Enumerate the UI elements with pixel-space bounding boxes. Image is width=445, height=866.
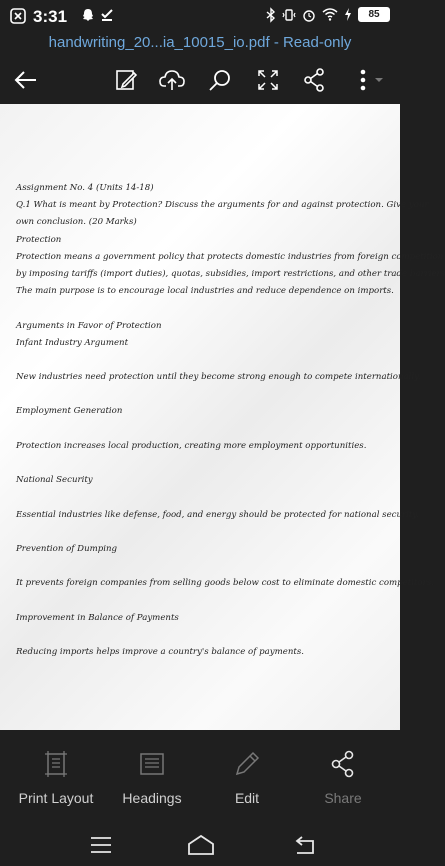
edit-label: Edit [234,790,260,806]
document-line: Prevention of Dumping [16,543,118,554]
document-line: New industries need protection until they become strong enough to compete internationally. [16,372,421,383]
headings-label: Headings [122,790,182,806]
blank-line [16,352,404,369]
document-line: Essential industries like defense, food, and energy should be protected for national security. [16,509,419,520]
home-nav-icon[interactable] [186,834,216,856]
bluetooth-icon [266,8,276,22]
cloud-upload-button[interactable] [156,64,188,96]
battery-indicator: 85 [358,7,390,22]
status-right-icons [266,7,390,22]
alarm-icon [302,8,316,22]
document-line: by imposing tariffs (import duties), quotas, subsidies, import restrictions, and other trade barriers [16,268,445,279]
status-notifications [82,8,114,22]
share-icon [330,750,356,778]
blank-line [16,489,404,506]
blank-line [16,386,404,403]
blank-line [16,558,404,575]
share-toolbar-button[interactable] [298,64,330,96]
document-page[interactable] [0,104,445,730]
headings-icon [139,752,165,776]
document-line: Protection increases local production, creating more employment opportunities. [16,440,367,451]
headings-button[interactable] [102,748,202,806]
search-button[interactable] [204,64,236,96]
document-line: It prevents foreign companies from selling goods below cost to eliminate domestic competitors. [16,578,434,589]
system-nav-bar [0,826,400,866]
edit-pdf-button[interactable] [110,64,142,96]
snapchat-icon [82,8,94,22]
more-button[interactable] [352,64,388,96]
document-line: Reducing imports helps improve a country's balance of payments. [16,647,304,658]
document-line: National Security [16,475,93,486]
back-nav-icon[interactable] [292,834,318,856]
document-line: Assignment No. 4 (Units 14-18) [16,183,154,193]
edit-button[interactable] [197,748,297,806]
print-layout-icon [43,750,69,778]
menu-nav-icon[interactable] [88,834,114,856]
cloud-upload-icon [159,69,185,91]
document-line: Employment Generation [16,406,123,417]
bottom-action-bar [0,730,400,826]
pen-edit-icon [114,68,138,92]
print-layout-button[interactable] [6,748,106,806]
charging-icon [344,8,352,21]
document-line: Improvement in Balance of Payments [16,612,179,623]
blank-line [16,524,404,541]
share-icon [303,68,325,92]
status-time: 3:31 [33,7,68,26]
share-button[interactable] [293,748,393,806]
document-line: Q.1 What is meant by Protection? Discuss the arguments for and against protection. Give your [16,200,429,211]
blank-line [16,300,404,317]
more-icon [355,69,385,91]
blank-line [16,421,404,438]
document-line: Infant Industry Argument [16,337,129,348]
vibrate-icon [282,8,296,22]
status-bar [0,0,400,30]
document-line: own conclusion. (20 Marks) [16,217,137,228]
document-line: Protection means a government policy that protects domestic industries from foreign competition [16,251,444,262]
pencil-icon [233,750,261,778]
blank-line [16,593,404,610]
document-title: handwriting_20...ia_10015_io.pdf - Read-only [48,34,352,51]
document-text [16,180,445,661]
print-layout-label: Print Layout [18,790,94,806]
fullscreen-button[interactable] [252,64,284,96]
back-arrow-icon [14,70,38,90]
notification-app-icon [10,8,26,24]
document-line: The main purpose is to encourage local industries and reduce dependence on imports. [16,286,394,297]
blank-line [16,455,404,472]
document-line: Arguments in Favor of Protection [16,320,162,331]
back-button[interactable] [10,64,42,96]
search-icon [208,68,232,92]
wifi-icon [322,8,338,21]
document-line: Protection [16,234,62,245]
blank-line [16,627,404,644]
share-label: Share [324,790,362,806]
toolbar [0,56,400,104]
fullscreen-icon [257,69,279,91]
download-done-icon [100,8,114,22]
